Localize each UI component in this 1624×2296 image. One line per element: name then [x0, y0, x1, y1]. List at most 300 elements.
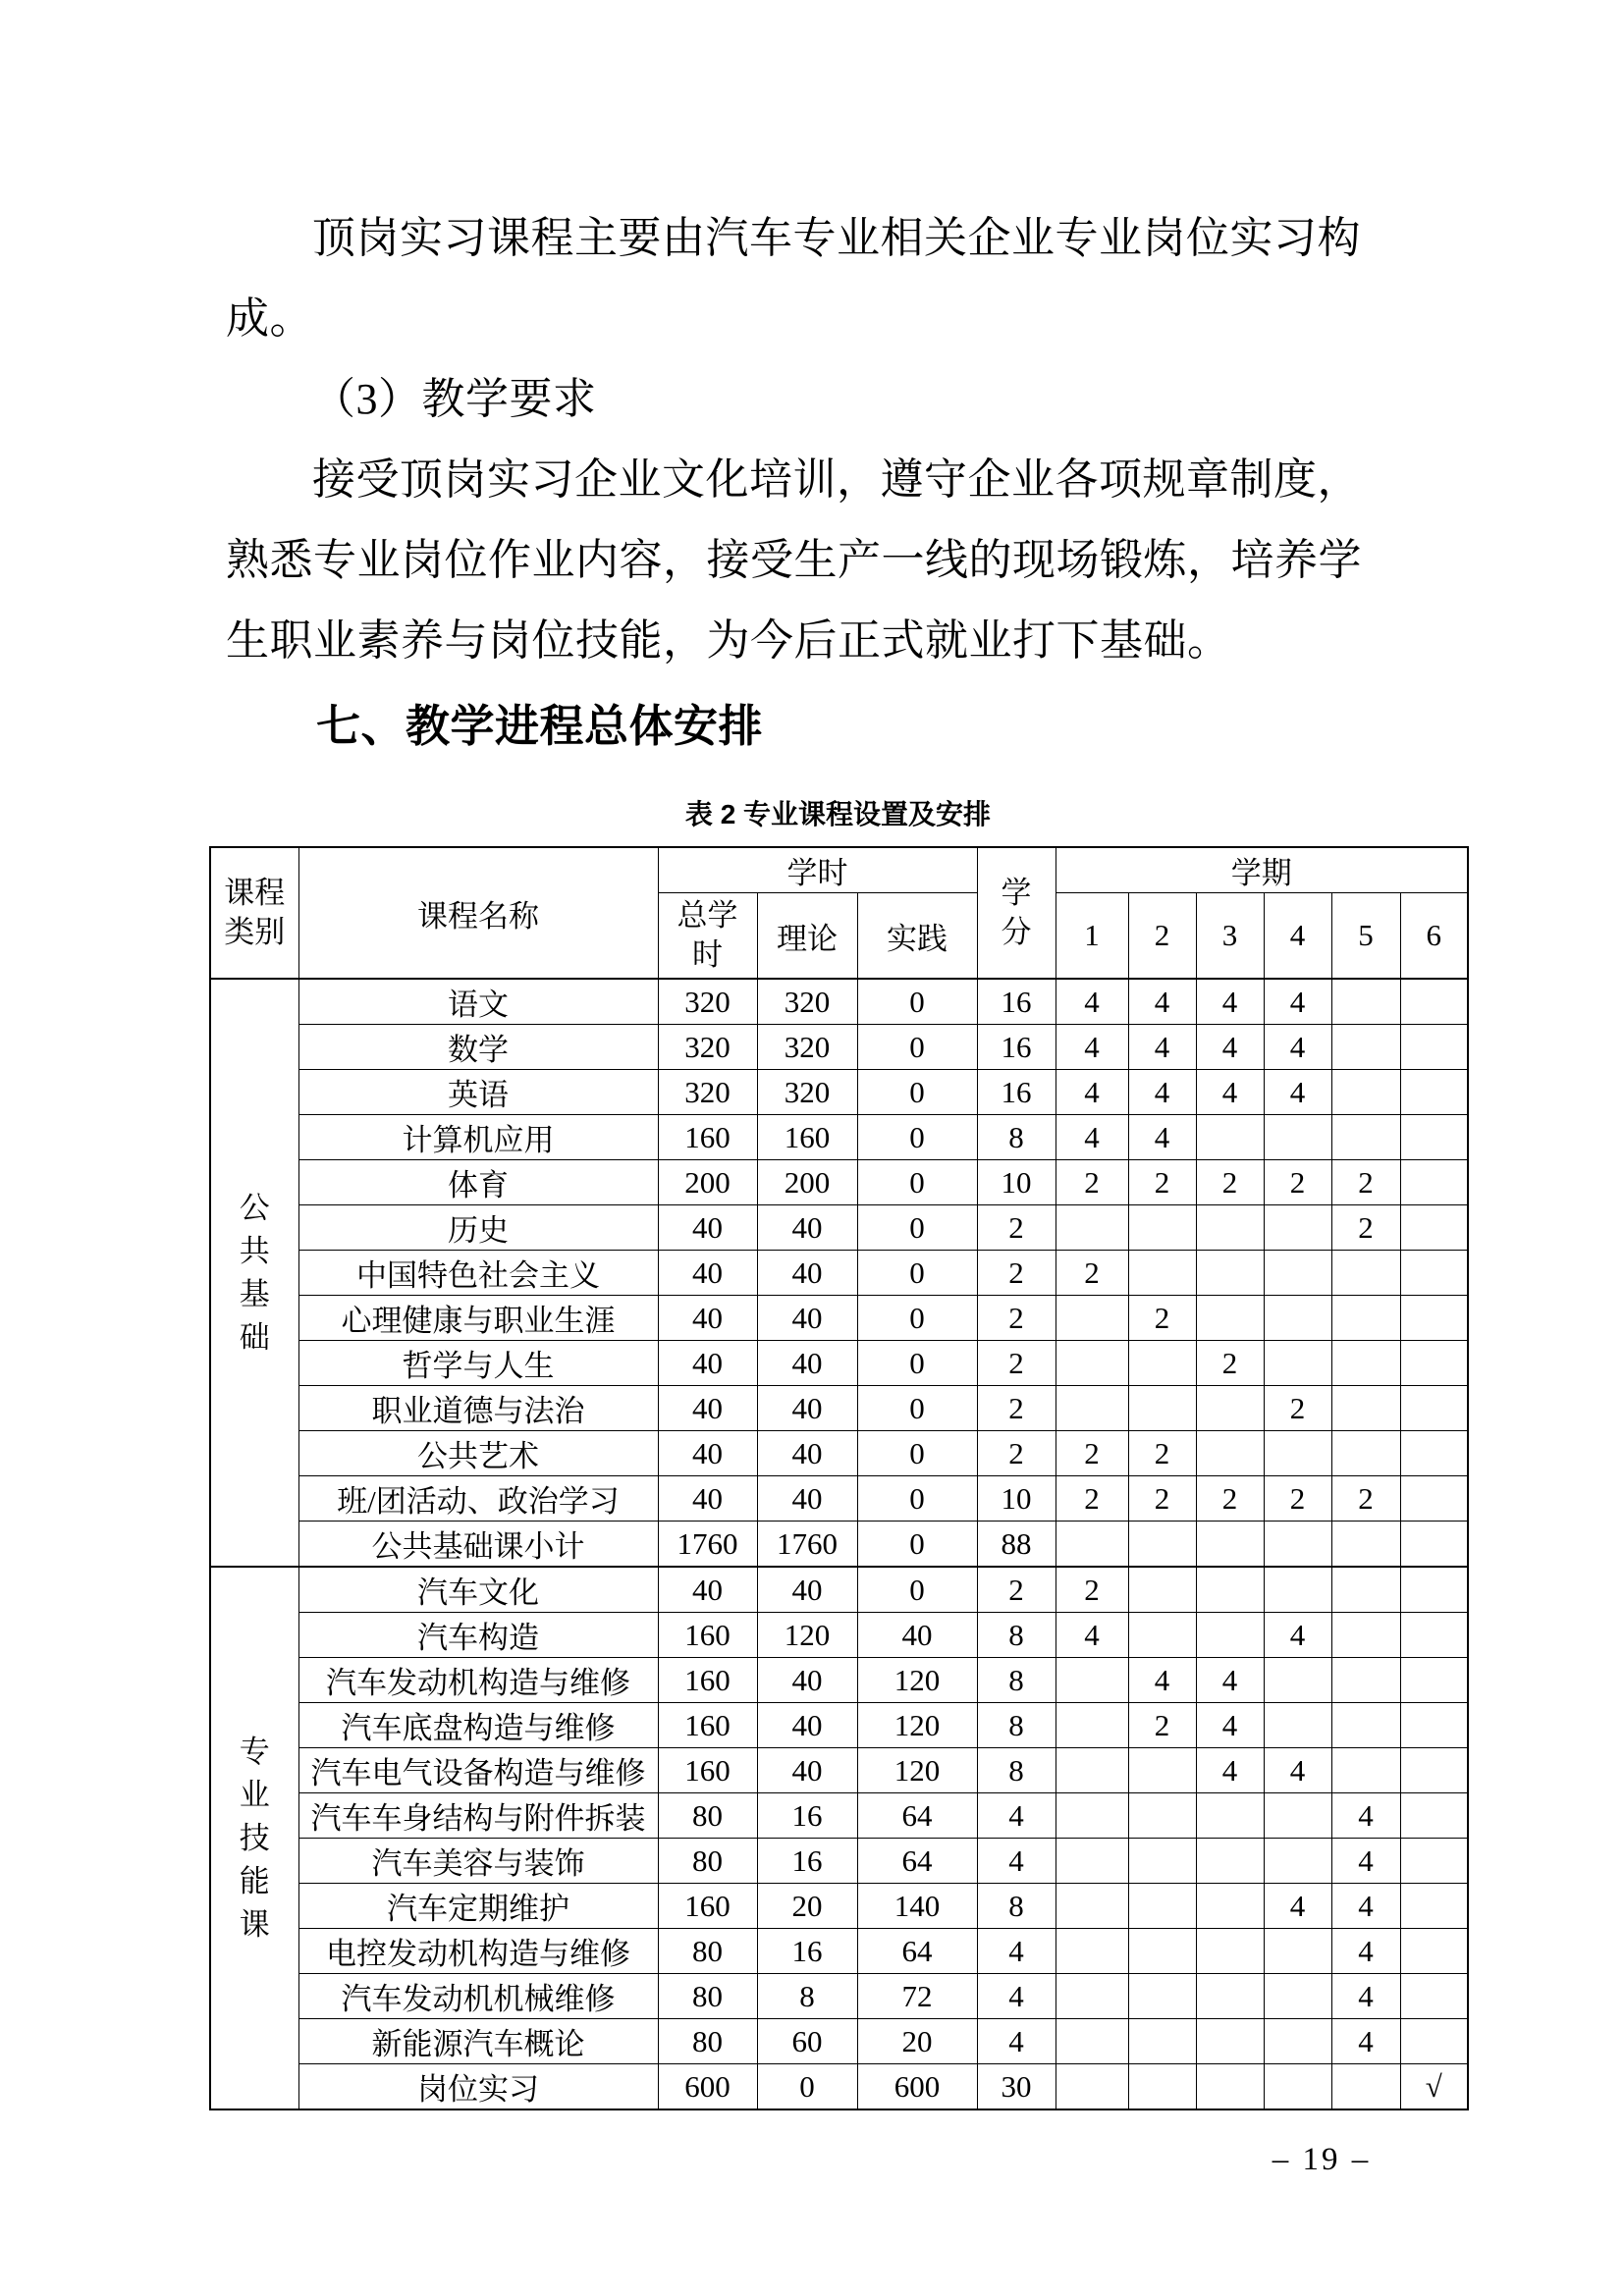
total-hours-cell: 320: [658, 1025, 757, 1070]
semester-6-cell: [1400, 1025, 1468, 1070]
table-row: [210, 1025, 1468, 1070]
theory-hours-cell: 320: [757, 1070, 857, 1115]
semester-1-cell: [1056, 1341, 1128, 1386]
semester-5-cell: [1331, 1613, 1400, 1658]
header-credits-cell: [977, 847, 1056, 979]
practice-hours-cell: 120: [857, 1703, 977, 1748]
header-course-name: 课程名称: [298, 847, 658, 979]
semester-3-cell: [1196, 1251, 1264, 1296]
table-row: [210, 1205, 1468, 1251]
semester-5-cell: [1331, 1251, 1400, 1296]
semester-2-cell: [1128, 1205, 1196, 1251]
semester-1-cell: [1056, 1884, 1128, 1929]
total-hours-cell: 80: [658, 1929, 757, 1974]
theory-hours-cell: 40: [757, 1386, 857, 1431]
course-name-cell: 中国特色社会主义: [298, 1251, 658, 1296]
semester-6-cell: [1400, 1160, 1468, 1205]
semester-5-cell: 4: [1331, 2019, 1400, 2064]
semester-6-cell: [1400, 1431, 1468, 1476]
semester-3-cell: [1196, 2064, 1264, 2110]
total-hours-cell: 80: [658, 1793, 757, 1839]
semester-3-cell: [1196, 1115, 1264, 1160]
table-row: [210, 1613, 1468, 1658]
theory-hours-cell: 20: [757, 1884, 857, 1929]
table-row: [210, 1839, 1468, 1884]
practice-hours-cell: 0: [857, 1070, 977, 1115]
semester-3-cell: [1196, 1793, 1264, 1839]
semester-4-cell: 4: [1264, 1070, 1331, 1115]
semester-3-cell: [1196, 1839, 1264, 1884]
header-total-hours: 总学时: [677, 898, 738, 972]
body-text-line: 成。: [226, 294, 313, 343]
total-hours-cell: 320: [658, 1070, 757, 1115]
practice-hours-cell: 600: [857, 2064, 977, 2110]
semester-6-cell: [1400, 1748, 1468, 1793]
semester-2-cell: [1128, 1748, 1196, 1793]
course-name-cell: 汽车底盘构造与维修: [298, 1703, 658, 1748]
practice-hours-cell: 0: [857, 1025, 977, 1070]
course-name-cell: 汽车发动机机械维修: [298, 1974, 658, 2019]
semester-4-cell: 4: [1264, 1748, 1331, 1793]
course-name-cell: 岗位实习: [298, 2064, 658, 2110]
practice-hours-cell: 0: [857, 1115, 977, 1160]
credits-cell: 2: [977, 1205, 1056, 1251]
category-cell: 公 共 基 础: [210, 979, 298, 1567]
theory-hours-cell: 160: [757, 1115, 857, 1160]
semester-3-cell: [1196, 1205, 1264, 1251]
semester-1-cell: [1056, 1522, 1128, 1568]
semester-2-cell: [1128, 1793, 1196, 1839]
table-row: [210, 1386, 1468, 1431]
credits-cell: 2: [977, 1251, 1056, 1296]
semester-4-cell: [1264, 1839, 1331, 1884]
semester-4-cell: [1264, 1522, 1331, 1568]
total-hours-cell: 80: [658, 2019, 757, 2064]
semester-4-cell: [1264, 1658, 1331, 1703]
theory-hours-cell: 16: [757, 1929, 857, 1974]
semester-1-cell: 2: [1056, 1567, 1128, 1613]
table-row: [210, 1974, 1468, 2019]
semester-1-cell: [1056, 1929, 1128, 1974]
semester-2-cell: 2: [1128, 1296, 1196, 1341]
practice-hours-cell: 0: [857, 1160, 977, 1205]
practice-hours-cell: 0: [857, 1386, 977, 1431]
body-text-line: 接受顶岗实习企业文化培训，遵守企业各项规章制度，: [312, 455, 1361, 504]
semester-1-cell: [1056, 1296, 1128, 1341]
table-row: [210, 1070, 1468, 1115]
header-category-cell: [210, 847, 298, 979]
semester-1-cell: [1056, 1205, 1128, 1251]
semester-5-cell: 4: [1331, 1929, 1400, 1974]
total-hours-cell: 160: [658, 1884, 757, 1929]
semester-2-cell: [1128, 1613, 1196, 1658]
theory-hours-cell: 120: [757, 1613, 857, 1658]
semester-3-cell: [1196, 1431, 1264, 1476]
table-row: [210, 1476, 1468, 1522]
course-name-cell: 体育: [298, 1160, 658, 1205]
table-row: [210, 2064, 1468, 2110]
semester-4-cell: 4: [1264, 979, 1331, 1025]
semester-1-cell: [1056, 2064, 1128, 2110]
total-hours-cell: 320: [658, 979, 757, 1025]
semester-2-cell: 2: [1128, 1431, 1196, 1476]
semester-6-cell: [1400, 1115, 1468, 1160]
course-name-cell: 职业道德与法治: [298, 1386, 658, 1431]
semester-5-cell: [1331, 1296, 1400, 1341]
table-row: [210, 1522, 1468, 1568]
course-name-cell: 汽车定期维护: [298, 1884, 658, 1929]
table-row: [210, 1431, 1468, 1476]
course-name-cell: 新能源汽车概论: [298, 2019, 658, 2064]
semester-3-cell: 4: [1196, 1658, 1264, 1703]
course-table: [209, 846, 1469, 2110]
semester-3-cell: [1196, 1884, 1264, 1929]
practice-hours-cell: 72: [857, 1974, 977, 2019]
semester-1-cell: [1056, 1386, 1128, 1431]
semester-6-cell: [1400, 1522, 1468, 1568]
total-hours-cell: 40: [658, 1567, 757, 1613]
semester-2-cell: [1128, 1522, 1196, 1568]
table-row: [210, 1251, 1468, 1296]
theory-hours-cell: 40: [757, 1567, 857, 1613]
semester-6-cell: [1400, 1703, 1468, 1748]
semester-4-cell: 4: [1264, 1025, 1331, 1070]
theory-hours-cell: 320: [757, 979, 857, 1025]
course-name-cell: 语文: [298, 979, 658, 1025]
semester-5-cell: 4: [1331, 1884, 1400, 1929]
semester-5-cell: [1331, 1522, 1400, 1568]
total-hours-cell: 40: [658, 1251, 757, 1296]
semester-5-cell: [1331, 1567, 1400, 1613]
semester-2-cell: 2: [1128, 1476, 1196, 1522]
semester-3-cell: [1196, 1613, 1264, 1658]
table-row: [210, 1567, 1468, 1613]
header-semester-4: 4: [1264, 893, 1331, 980]
semester-1-cell: [1056, 1793, 1128, 1839]
semester-6-cell: [1400, 1251, 1468, 1296]
semester-6-cell: [1400, 1296, 1468, 1341]
semester-3-cell: 2: [1196, 1160, 1264, 1205]
total-hours-cell: 40: [658, 1476, 757, 1522]
credits-cell: 8: [977, 1703, 1056, 1748]
semester-4-cell: [1264, 1567, 1331, 1613]
theory-hours-cell: 40: [757, 1658, 857, 1703]
semester-4-cell: [1264, 1793, 1331, 1839]
semester-3-cell: [1196, 1386, 1264, 1431]
credits-cell: 2: [977, 1431, 1056, 1476]
theory-hours-cell: 40: [757, 1431, 857, 1476]
header-semester-3: 3: [1196, 893, 1264, 980]
semester-1-cell: 2: [1056, 1251, 1128, 1296]
semester-3-cell: [1196, 1522, 1264, 1568]
credits-cell: 88: [977, 1522, 1056, 1568]
semester-1-cell: 2: [1056, 1476, 1128, 1522]
table-row: [210, 1160, 1468, 1205]
semester-3-cell: [1196, 1567, 1264, 1613]
semester-5-cell: [1331, 1386, 1400, 1431]
semester-3-cell: 2: [1196, 1341, 1264, 1386]
theory-hours-cell: 200: [757, 1160, 857, 1205]
semester-5-cell: [1331, 1115, 1400, 1160]
practice-hours-cell: 0: [857, 1476, 977, 1522]
semester-4-cell: 2: [1264, 1386, 1331, 1431]
header-practice: 实践: [857, 893, 977, 980]
course-name-cell: 班/团活动、政治学习: [298, 1476, 658, 1522]
practice-hours-cell: 120: [857, 1658, 977, 1703]
total-hours-cell: 160: [658, 1703, 757, 1748]
practice-hours-cell: 0: [857, 1341, 977, 1386]
semester-5-cell: [1331, 1025, 1400, 1070]
body-text-line: 顶岗实习课程主要由汽车专业相关企业专业岗位实习构: [312, 214, 1361, 262]
table-row: [210, 1658, 1468, 1703]
course-name-cell: 哲学与人生: [298, 1341, 658, 1386]
semester-3-cell: 4: [1196, 1070, 1264, 1115]
header-category: 课程类别: [224, 876, 286, 949]
semester-4-cell: [1264, 2019, 1331, 2064]
practice-hours-cell: 0: [857, 1522, 977, 1568]
header-credits: 学分: [1001, 876, 1032, 949]
header-semester-5: 5: [1331, 893, 1400, 980]
theory-hours-cell: 320: [757, 1025, 857, 1070]
credits-cell: 8: [977, 1748, 1056, 1793]
body-text-line: （3）教学要求: [312, 375, 597, 423]
semester-3-cell: 4: [1196, 1748, 1264, 1793]
body-text-line: 生职业素养与岗位技能，为今后正式就业打下基础。: [226, 616, 1231, 665]
table-row: [210, 2019, 1468, 2064]
practice-hours-cell: 0: [857, 979, 977, 1025]
header-hours: 学时: [658, 847, 977, 893]
credits-cell: 2: [977, 1296, 1056, 1341]
credits-cell: 16: [977, 1025, 1056, 1070]
header-semester: 学期: [1056, 847, 1468, 893]
semester-4-cell: [1264, 1115, 1331, 1160]
total-hours-cell: 160: [658, 1115, 757, 1160]
semester-1-cell: [1056, 1703, 1128, 1748]
header-semester-6: 6: [1400, 893, 1468, 980]
theory-hours-cell: 40: [757, 1296, 857, 1341]
total-hours-cell: 160: [658, 1658, 757, 1703]
semester-4-cell: 4: [1264, 1613, 1331, 1658]
semester-3-cell: [1196, 2019, 1264, 2064]
course-name-cell: 数学: [298, 1025, 658, 1070]
semester-2-cell: [1128, 1251, 1196, 1296]
course-name-cell: 汽车电气设备构造与维修: [298, 1748, 658, 1793]
semester-2-cell: [1128, 1974, 1196, 2019]
practice-hours-cell: 64: [857, 1929, 977, 1974]
total-hours-cell: 600: [658, 2064, 757, 2110]
credits-cell: 8: [977, 1658, 1056, 1703]
credits-cell: 2: [977, 1567, 1056, 1613]
semester-2-cell: [1128, 2019, 1196, 2064]
practice-hours-cell: 0: [857, 1431, 977, 1476]
semester-5-cell: [1331, 1658, 1400, 1703]
course-name-cell: 公共艺术: [298, 1431, 658, 1476]
semester-1-cell: 2: [1056, 1160, 1128, 1205]
semester-2-cell: [1128, 1567, 1196, 1613]
semester-2-cell: 4: [1128, 1070, 1196, 1115]
semester-4-cell: [1264, 1431, 1331, 1476]
theory-hours-cell: 16: [757, 1793, 857, 1839]
semester-2-cell: 4: [1128, 1115, 1196, 1160]
page-number: – 19 –: [1272, 2142, 1372, 2177]
total-hours-cell: 1760: [658, 1522, 757, 1568]
theory-hours-cell: 40: [757, 1748, 857, 1793]
table-row: [210, 1793, 1468, 1839]
semester-6-cell: [1400, 1341, 1468, 1386]
practice-hours-cell: 64: [857, 1793, 977, 1839]
semester-6-cell: [1400, 1658, 1468, 1703]
semester-4-cell: [1264, 1251, 1331, 1296]
semester-1-cell: 4: [1056, 1070, 1128, 1115]
course-name-cell: 汽车构造: [298, 1613, 658, 1658]
semester-3-cell: 4: [1196, 1025, 1264, 1070]
credits-cell: 4: [977, 2019, 1056, 2064]
semester-4-cell: 2: [1264, 1160, 1331, 1205]
semester-3-cell: [1196, 1296, 1264, 1341]
theory-hours-cell: 40: [757, 1703, 857, 1748]
semester-5-cell: [1331, 1748, 1400, 1793]
theory-hours-cell: 40: [757, 1251, 857, 1296]
theory-hours-cell: 40: [757, 1205, 857, 1251]
semester-5-cell: [1331, 2064, 1400, 2110]
semester-2-cell: 4: [1128, 1025, 1196, 1070]
table-row: [210, 1929, 1468, 1974]
credits-cell: 2: [977, 1341, 1056, 1386]
semester-6-cell: [1400, 979, 1468, 1025]
theory-hours-cell: 40: [757, 1341, 857, 1386]
practice-hours-cell: 0: [857, 1251, 977, 1296]
semester-1-cell: 4: [1056, 979, 1128, 1025]
semester-6-cell: [1400, 1205, 1468, 1251]
semester-6-cell: [1400, 1793, 1468, 1839]
semester-6-cell: [1400, 1884, 1468, 1929]
semester-5-cell: [1331, 1703, 1400, 1748]
total-hours-cell: 40: [658, 1341, 757, 1386]
credits-cell: 4: [977, 1974, 1056, 2019]
course-name-cell: 电控发动机构造与维修: [298, 1929, 658, 1974]
header-theory: 理论: [757, 893, 857, 980]
semester-3-cell: 4: [1196, 979, 1264, 1025]
credits-cell: 16: [977, 979, 1056, 1025]
semester-3-cell: 4: [1196, 1703, 1264, 1748]
credits-cell: 4: [977, 1793, 1056, 1839]
practice-hours-cell: 140: [857, 1884, 977, 1929]
body-text-line: 熟悉专业岗位作业内容，接受生产一线的现场锻炼，培养学: [226, 536, 1362, 584]
semester-5-cell: [1331, 1341, 1400, 1386]
total-hours-cell: 80: [658, 1974, 757, 2019]
table-row: [210, 1296, 1468, 1341]
semester-4-cell: [1264, 1296, 1331, 1341]
semester-4-cell: 4: [1264, 1884, 1331, 1929]
semester-5-cell: [1331, 1431, 1400, 1476]
total-hours-cell: 40: [658, 1386, 757, 1431]
total-hours-cell: 80: [658, 1839, 757, 1884]
theory-hours-cell: 40: [757, 1476, 857, 1522]
credits-cell: 2: [977, 1386, 1056, 1431]
practice-hours-cell: 0: [857, 1205, 977, 1251]
credits-cell: 8: [977, 1115, 1056, 1160]
semester-4-cell: [1264, 1703, 1331, 1748]
practice-hours-cell: 64: [857, 1839, 977, 1884]
semester-2-cell: [1128, 1929, 1196, 1974]
semester-5-cell: 4: [1331, 1793, 1400, 1839]
credits-cell: 4: [977, 1929, 1056, 1974]
course-name-cell: 历史: [298, 1205, 658, 1251]
semester-1-cell: [1056, 1658, 1128, 1703]
semester-6-cell: √: [1400, 2064, 1468, 2110]
table-header: [210, 847, 1468, 979]
semester-2-cell: [1128, 1839, 1196, 1884]
semester-2-cell: 2: [1128, 1703, 1196, 1748]
semester-2-cell: [1128, 1884, 1196, 1929]
course-name-cell: 汽车车身结构与附件拆装: [298, 1793, 658, 1839]
table-row: [210, 979, 1468, 1025]
category-cell: 专 业 技 能 课: [210, 1567, 298, 2109]
semester-4-cell: 2: [1264, 1476, 1331, 1522]
credits-cell: 10: [977, 1476, 1056, 1522]
semester-4-cell: [1264, 1341, 1331, 1386]
semester-6-cell: [1400, 2019, 1468, 2064]
semester-1-cell: [1056, 2019, 1128, 2064]
semester-2-cell: [1128, 2064, 1196, 2110]
table-row: [210, 1703, 1468, 1748]
semester-2-cell: 4: [1128, 979, 1196, 1025]
total-hours-cell: 40: [658, 1431, 757, 1476]
semester-2-cell: [1128, 1341, 1196, 1386]
course-table-body: [210, 979, 1468, 2109]
credits-cell: 4: [977, 1839, 1056, 1884]
semester-5-cell: [1331, 1070, 1400, 1115]
theory-hours-cell: 1760: [757, 1522, 857, 1568]
header-total-hours-cell: [658, 893, 757, 980]
semester-6-cell: [1400, 1974, 1468, 2019]
credits-cell: 8: [977, 1613, 1056, 1658]
course-name-cell: 公共基础课小计: [298, 1522, 658, 1568]
semester-2-cell: [1128, 1386, 1196, 1431]
semester-5-cell: 2: [1331, 1476, 1400, 1522]
semester-6-cell: [1400, 1567, 1468, 1613]
semester-5-cell: 2: [1331, 1205, 1400, 1251]
theory-hours-cell: 60: [757, 2019, 857, 2064]
practice-hours-cell: 120: [857, 1748, 977, 1793]
semester-3-cell: 2: [1196, 1476, 1264, 1522]
course-name-cell: 汽车文化: [298, 1567, 658, 1613]
semester-2-cell: 2: [1128, 1160, 1196, 1205]
semester-3-cell: [1196, 1929, 1264, 1974]
practice-hours-cell: 0: [857, 1296, 977, 1341]
course-name-cell: 汽车发动机构造与维修: [298, 1658, 658, 1703]
semester-5-cell: 4: [1331, 1974, 1400, 2019]
semester-1-cell: [1056, 1839, 1128, 1884]
course-name-cell: 汽车美容与装饰: [298, 1839, 658, 1884]
semester-2-cell: 4: [1128, 1658, 1196, 1703]
semester-3-cell: [1196, 1974, 1264, 2019]
course-name-cell: 心理健康与职业生涯: [298, 1296, 658, 1341]
theory-hours-cell: 16: [757, 1839, 857, 1884]
credits-cell: 16: [977, 1070, 1056, 1115]
table-row: [210, 1748, 1468, 1793]
table-row: [210, 1115, 1468, 1160]
credits-cell: 30: [977, 2064, 1056, 2110]
semester-4-cell: [1264, 2064, 1331, 2110]
semester-6-cell: [1400, 1613, 1468, 1658]
semester-4-cell: [1264, 1205, 1331, 1251]
semester-1-cell: 4: [1056, 1613, 1128, 1658]
table-caption: 表 2 专业课程设置及安排: [684, 799, 992, 829]
semester-6-cell: [1400, 1929, 1468, 1974]
header-semester-1: 1: [1056, 893, 1128, 980]
semester-5-cell: 4: [1331, 1839, 1400, 1884]
